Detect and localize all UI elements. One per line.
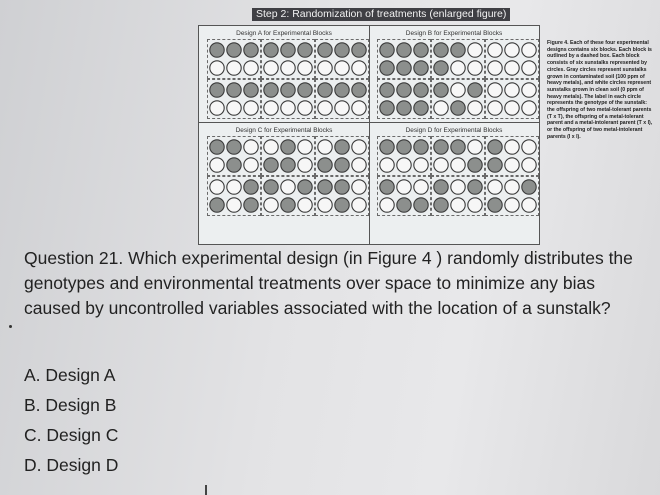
- step-banner: Step 2: Randomization of treatments (enlarged figure): [252, 8, 510, 21]
- white-sunstalk-circle: [434, 101, 448, 115]
- design-a-block: [261, 39, 315, 79]
- answer-options: [24, 360, 118, 480]
- gray-sunstalk-circle: [335, 83, 349, 97]
- gray-sunstalk-circle: [414, 83, 428, 97]
- gray-sunstalk-circle: [434, 140, 448, 154]
- white-sunstalk-circle: [451, 158, 465, 172]
- white-sunstalk-circle: [335, 61, 349, 75]
- white-sunstalk-circle: [244, 101, 258, 115]
- option-d-text: Design D: [46, 455, 119, 475]
- white-sunstalk-circle: [227, 180, 241, 194]
- white-sunstalk-circle: [264, 101, 278, 115]
- white-sunstalk-circle: [227, 61, 241, 75]
- option-b[interactable]: [24, 390, 118, 420]
- white-sunstalk-circle: [505, 158, 519, 172]
- white-sunstalk-circle: [522, 140, 536, 154]
- gray-sunstalk-circle: [318, 180, 332, 194]
- gray-sunstalk-circle: [380, 43, 394, 57]
- design-c-block: [207, 136, 261, 176]
- white-sunstalk-circle: [468, 61, 482, 75]
- white-sunstalk-circle: [522, 83, 536, 97]
- gray-sunstalk-circle: [318, 43, 332, 57]
- gray-sunstalk-circle: [335, 140, 349, 154]
- gray-sunstalk-circle: [227, 83, 241, 97]
- gray-sunstalk-circle: [227, 158, 241, 172]
- white-sunstalk-circle: [414, 180, 428, 194]
- white-sunstalk-circle: [318, 198, 332, 212]
- white-sunstalk-circle: [488, 101, 502, 115]
- gray-sunstalk-circle: [210, 198, 224, 212]
- white-sunstalk-circle: [264, 61, 278, 75]
- white-sunstalk-circle: [318, 140, 332, 154]
- figure-divider-vertical: [369, 26, 370, 244]
- white-sunstalk-circle: [298, 101, 312, 115]
- white-sunstalk-circle: [298, 158, 312, 172]
- gray-sunstalk-circle: [264, 180, 278, 194]
- white-sunstalk-circle: [451, 83, 465, 97]
- gray-sunstalk-circle: [434, 61, 448, 75]
- design-d-block: [485, 136, 539, 176]
- gray-sunstalk-circle: [468, 158, 482, 172]
- option-b-text: Design B: [45, 395, 117, 415]
- gray-sunstalk-circle: [397, 101, 411, 115]
- gray-sunstalk-circle: [451, 101, 465, 115]
- white-sunstalk-circle: [505, 61, 519, 75]
- design-c-block: [261, 176, 315, 216]
- gray-sunstalk-circle: [335, 43, 349, 57]
- white-sunstalk-circle: [522, 101, 536, 115]
- gray-sunstalk-circle: [380, 140, 394, 154]
- design-b-block: [485, 79, 539, 119]
- gray-sunstalk-circle: [210, 43, 224, 57]
- design-d-block: [377, 136, 431, 176]
- white-sunstalk-circle: [298, 198, 312, 212]
- gray-sunstalk-circle: [380, 61, 394, 75]
- gray-sunstalk-circle: [414, 198, 428, 212]
- white-sunstalk-circle: [318, 101, 332, 115]
- gray-sunstalk-circle: [335, 198, 349, 212]
- white-sunstalk-circle: [210, 101, 224, 115]
- gray-sunstalk-circle: [298, 180, 312, 194]
- design-a-block: [315, 79, 369, 119]
- design-b-block: [431, 79, 485, 119]
- white-sunstalk-circle: [352, 198, 366, 212]
- gray-sunstalk-circle: [264, 83, 278, 97]
- gray-sunstalk-circle: [281, 140, 295, 154]
- white-sunstalk-circle: [505, 198, 519, 212]
- design-b-block: [431, 39, 485, 79]
- white-sunstalk-circle: [210, 61, 224, 75]
- gray-sunstalk-circle: [244, 43, 258, 57]
- gray-sunstalk-circle: [522, 180, 536, 194]
- white-sunstalk-circle: [505, 140, 519, 154]
- design-c-block: [207, 176, 261, 216]
- design-c-title: Design C for Experimental Blocks: [235, 127, 333, 134]
- white-sunstalk-circle: [244, 140, 258, 154]
- gray-sunstalk-circle: [352, 43, 366, 57]
- white-sunstalk-circle: [451, 198, 465, 212]
- design-d-block: [377, 176, 431, 216]
- gray-sunstalk-circle: [264, 43, 278, 57]
- gray-sunstalk-circle: [414, 140, 428, 154]
- gray-sunstalk-circle: [264, 158, 278, 172]
- design-d-block: [431, 176, 485, 216]
- design-a-title: Design A for Experimental Blocks: [236, 30, 332, 37]
- white-sunstalk-circle: [227, 198, 241, 212]
- gray-sunstalk-circle: [434, 198, 448, 212]
- gray-sunstalk-circle: [244, 198, 258, 212]
- gray-sunstalk-circle: [434, 43, 448, 57]
- white-sunstalk-circle: [397, 180, 411, 194]
- white-sunstalk-circle: [397, 158, 411, 172]
- white-sunstalk-circle: [488, 180, 502, 194]
- white-sunstalk-circle: [451, 61, 465, 75]
- option-d-letter: D.: [24, 455, 42, 475]
- design-d-title: Design D for Experimental Blocks: [405, 127, 503, 134]
- white-sunstalk-circle: [468, 198, 482, 212]
- gray-sunstalk-circle: [451, 43, 465, 57]
- option-d[interactable]: [24, 450, 118, 480]
- design-b-title: Design B for Experimental Blocks: [405, 30, 503, 37]
- margin-dot: [9, 325, 12, 328]
- gray-sunstalk-circle: [335, 180, 349, 194]
- white-sunstalk-circle: [468, 101, 482, 115]
- white-sunstalk-circle: [522, 198, 536, 212]
- white-sunstalk-circle: [227, 101, 241, 115]
- gray-sunstalk-circle: [488, 158, 502, 172]
- gray-sunstalk-circle: [244, 180, 258, 194]
- design-c-block: [315, 176, 369, 216]
- white-sunstalk-circle: [281, 61, 295, 75]
- white-sunstalk-circle: [264, 198, 278, 212]
- white-sunstalk-circle: [352, 140, 366, 154]
- design-a-panel: [199, 26, 369, 122]
- white-sunstalk-circle: [352, 180, 366, 194]
- white-sunstalk-circle: [505, 180, 519, 194]
- white-sunstalk-circle: [468, 43, 482, 57]
- gray-sunstalk-circle: [488, 198, 502, 212]
- figure-divider-horizontal: [199, 122, 539, 123]
- gray-sunstalk-circle: [298, 83, 312, 97]
- gray-sunstalk-circle: [434, 83, 448, 97]
- option-a-letter: A.: [24, 365, 41, 385]
- gray-sunstalk-circle: [318, 83, 332, 97]
- gray-sunstalk-circle: [397, 198, 411, 212]
- gray-sunstalk-circle: [468, 180, 482, 194]
- gray-sunstalk-circle: [244, 83, 258, 97]
- design-d-block: [485, 176, 539, 216]
- gray-sunstalk-circle: [434, 180, 448, 194]
- gray-sunstalk-circle: [468, 83, 482, 97]
- option-c[interactable]: [24, 420, 118, 450]
- gray-sunstalk-circle: [414, 61, 428, 75]
- gray-sunstalk-circle: [281, 198, 295, 212]
- gray-sunstalk-circle: [281, 158, 295, 172]
- design-b-panel: [369, 26, 539, 122]
- design-c-block: [315, 136, 369, 176]
- gray-sunstalk-circle: [210, 83, 224, 97]
- gray-sunstalk-circle: [335, 158, 349, 172]
- design-d-block: [431, 136, 485, 176]
- white-sunstalk-circle: [281, 180, 295, 194]
- white-sunstalk-circle: [335, 101, 349, 115]
- white-sunstalk-circle: [352, 61, 366, 75]
- gray-sunstalk-circle: [210, 140, 224, 154]
- gray-sunstalk-circle: [352, 83, 366, 97]
- gray-sunstalk-circle: [227, 140, 241, 154]
- white-sunstalk-circle: [488, 43, 502, 57]
- gray-sunstalk-circle: [298, 43, 312, 57]
- gray-sunstalk-circle: [397, 140, 411, 154]
- design-a-block: [315, 39, 369, 79]
- design-c-block: [261, 136, 315, 176]
- gray-sunstalk-circle: [397, 83, 411, 97]
- design-a-block: [207, 39, 261, 79]
- white-sunstalk-circle: [434, 158, 448, 172]
- gray-sunstalk-circle: [397, 61, 411, 75]
- design-c-panel: [199, 123, 369, 219]
- white-sunstalk-circle: [505, 101, 519, 115]
- figure-caption: Figure 4. Each of these four experimental designs contains six blocks. Each block is outlined by a dashed box. Each block consists of six sunstalks represented by circles. Gray circles represent sunstalks grown in contaminated soil (100 ppm of heavy metals), and white circles represent sunstalks grown in clean soil (0 ppm of heavy metals). The label in each circle represents the genotype of the sunstalk: the offspring of two metal-tolerant parents (T x T), the offspring of a metal-tolerant parent and a metal-intolerant parent (T x I), or the offspring of two metal-intolerant parents (I x I).: [547, 40, 653, 140]
- white-sunstalk-circle: [380, 198, 394, 212]
- gray-sunstalk-circle: [227, 43, 241, 57]
- gray-sunstalk-circle: [380, 101, 394, 115]
- white-sunstalk-circle: [352, 101, 366, 115]
- white-sunstalk-circle: [281, 101, 295, 115]
- question-text: Question 21. Which experimental design (in Figure 4 ) randomly distributes the genotypes and environmental treatments over space to minimize any bias caused by uncontrolled variables associated with the location of a sunstalk?: [24, 248, 633, 318]
- design-b-block: [485, 39, 539, 79]
- white-sunstalk-circle: [380, 158, 394, 172]
- white-sunstalk-circle: [522, 158, 536, 172]
- gray-sunstalk-circle: [318, 158, 332, 172]
- white-sunstalk-circle: [210, 180, 224, 194]
- white-sunstalk-circle: [505, 83, 519, 97]
- option-a[interactable]: [24, 360, 118, 390]
- gray-sunstalk-circle: [488, 140, 502, 154]
- white-sunstalk-circle: [414, 158, 428, 172]
- white-sunstalk-circle: [298, 61, 312, 75]
- design-d-panel: [369, 123, 539, 219]
- gray-sunstalk-circle: [380, 83, 394, 97]
- design-a-block: [207, 79, 261, 119]
- gray-sunstalk-circle: [281, 43, 295, 57]
- white-sunstalk-circle: [352, 158, 366, 172]
- white-sunstalk-circle: [318, 61, 332, 75]
- white-sunstalk-circle: [244, 158, 258, 172]
- white-sunstalk-circle: [264, 140, 278, 154]
- white-sunstalk-circle: [210, 158, 224, 172]
- design-b-block: [377, 79, 431, 119]
- page-tick-mark: [205, 485, 207, 495]
- gray-sunstalk-circle: [451, 140, 465, 154]
- option-a-text: Design A: [45, 365, 116, 385]
- gray-sunstalk-circle: [397, 43, 411, 57]
- white-sunstalk-circle: [522, 61, 536, 75]
- white-sunstalk-circle: [522, 43, 536, 57]
- white-sunstalk-circle: [451, 180, 465, 194]
- gray-sunstalk-circle: [380, 180, 394, 194]
- white-sunstalk-circle: [244, 61, 258, 75]
- white-sunstalk-circle: [488, 61, 502, 75]
- option-c-text: Design C: [46, 425, 119, 445]
- design-a-block: [261, 79, 315, 119]
- white-sunstalk-circle: [505, 43, 519, 57]
- design-b-block: [377, 39, 431, 79]
- option-b-letter: B.: [24, 395, 41, 415]
- gray-sunstalk-circle: [414, 43, 428, 57]
- figure-4: [198, 25, 540, 245]
- gray-sunstalk-circle: [414, 101, 428, 115]
- white-sunstalk-circle: [298, 140, 312, 154]
- gray-sunstalk-circle: [281, 83, 295, 97]
- white-sunstalk-circle: [488, 83, 502, 97]
- option-c-letter: C.: [24, 425, 42, 445]
- white-sunstalk-circle: [468, 140, 482, 154]
